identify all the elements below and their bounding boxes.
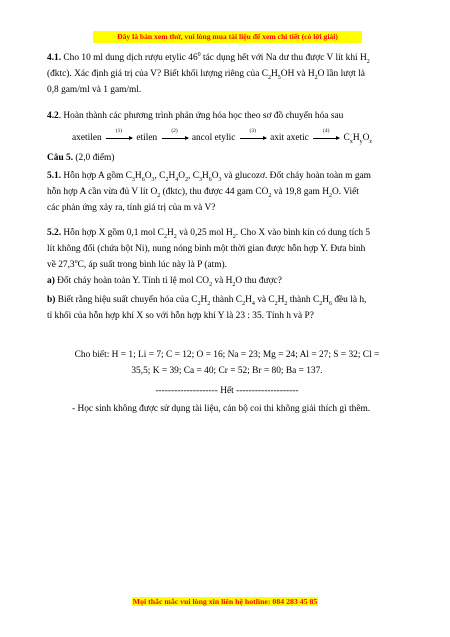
scheme-species: $C_xH_yO_z$ <box>343 133 373 145</box>
sub-question-a: a) Đốt cháy hoàn toàn Y. Tính tỉ lệ mol $CO_2$ và $H_2O$ thu được? <box>47 276 282 288</box>
atomic-masses: Cho biết: H = 1; Li = 7; C = 12; O = 16; Na = 23; Mg = 24; Al = 27; S = 32; Cl = 35,5; K = 39; Ca = 40; Cr = 52; Br = 80; Ba = 137. <box>74 350 380 377</box>
reaction-arrow: (4) <box>311 130 341 146</box>
question-label: b) <box>47 295 56 305</box>
question-5-2: 5.2. Hỗn hợp X gồm 0,1 mol $C_2H_2$ và 0,25 mol $H_2$. Cho X vào bình kín có dung tích 5 lít không đổi (chứa bột Ni), nung nóng bình một thời gian được hỗn hợp Y. Đưa bình về 27,3$^o$C, áp suất trong bình lúc này là P (atm). <box>47 228 371 271</box>
preview-banner: Đây là bản xem thử, vui lòng mua tài liệu để xem chi tiết (có lời giải) <box>93 31 362 43</box>
scheme-species: ancol etylic <box>191 133 236 143</box>
scheme-species: axit axetic <box>270 133 309 143</box>
scheme-species: axetilen <box>72 133 102 143</box>
question-label: 5.2. <box>47 228 62 238</box>
sub-question-b: b) Biết rằng hiệu suất chuyển hóa của $C_2H_2$ thành $C_2H_4$ và $C_2H_2$ thành $C_2H_6$ đều là h, tỉ khối của hỗn hợp khí X so với hỗn hợp khí Y là 23 : 35. Tính h và P? <box>47 295 367 322</box>
reaction-arrow: (2) <box>160 130 190 146</box>
question-4-1: 4.1. Cho 10 ml dung dịch rượu etylic $46^0$ tác dụng hết với Na dư thu được V lít khí $H_2$ (đktc). Xác định giá trị của V? Biết khối lượng riêng của $C_2H_5OH$ và $H_2O$ lần lượt là 0,8 gam/ml và 1 gam/ml. <box>47 51 370 96</box>
conversion-scheme <box>72 130 402 146</box>
scheme-species: etilen <box>136 133 158 143</box>
question-label: 4.2 <box>47 111 59 121</box>
exam-note: - Học sinh không được sử dụng tài liệu, cán bộ coi thi không giải thích gì thêm. <box>72 404 371 414</box>
hotline-footer: Mọi thắc mắc vui lòng xin liên hệ hotline: 084 283 45 85 <box>132 597 318 606</box>
reaction-arrow: (3) <box>238 130 268 146</box>
section-heading: Câu 5. (2,0 điểm) <box>47 153 115 163</box>
question-label: a) <box>47 276 55 286</box>
question-5-1: 5.1. Hỗn hợp A gồm $C_3H_6O_3$, $C_2H_4O_2$, $C_3H_6O_3$ và glucozơ. Đốt cháy hoàn toàn m gam hỗn hợp A cần vừa đủ V lít $O_2$ (đktc), thu được 44 gam $CO_2$ và 19,8 gam $H_2O$. Viết các phản ứng xảy ra, tính giá trị của m và V? <box>47 171 371 214</box>
question-4-2: 4.2. Hoàn thành các phương trình phản ứng hóa học theo sơ đồ chuyển hóa sau <box>47 111 344 121</box>
question-label: 4.1. <box>47 53 62 63</box>
question-label: 5.1. <box>47 171 62 181</box>
reaction-arrow: (1) <box>104 130 134 146</box>
end-marker: -------------------- Hết -------------------- <box>155 386 299 396</box>
